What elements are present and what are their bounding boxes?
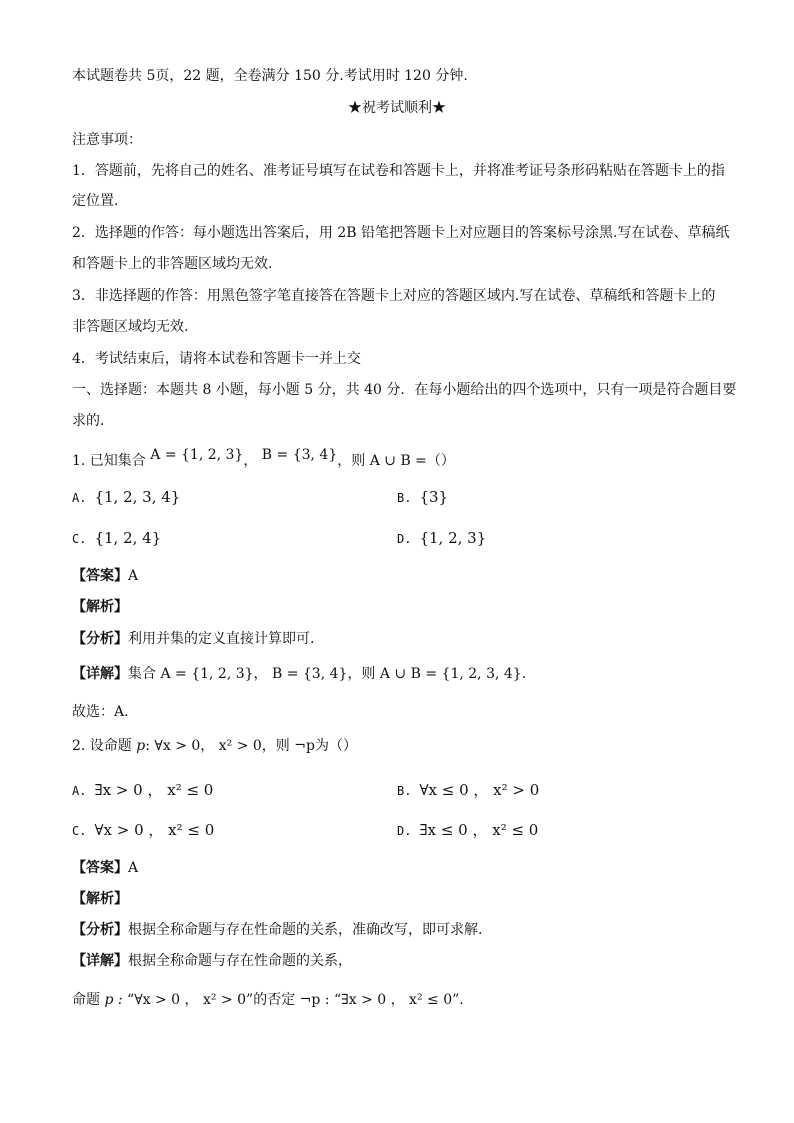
note-2-line1: 2．选择题的作答：每小题选出答案后，用 2B 铅笔把答题卡上对应题目的答案标号涂黑.写在试卷、草稿纸 (72, 225, 730, 241)
q1-prefix: 1. 已知集合 (72, 453, 146, 469)
q1-jiexi: 【解析】 (72, 599, 128, 615)
note-4-line1: 4．考试结束后，请将本试卷和答题卡一并上交 (72, 351, 361, 367)
notes-title: 注意事项： (72, 132, 142, 148)
q1-option-b: B. {3} (397, 488, 449, 506)
q1-conclusion: 故选：A. (72, 704, 129, 720)
q2-option-d: D. ∃x ≤ 0 ， x² ≤ 0 (397, 821, 539, 839)
q2-final: 命题 p : “∀x > 0 ， x² > 0”的否定 ¬p : “∃x > 0 ， x² ≤ 0”. (72, 992, 464, 1008)
note-1-line2: 定位置. (72, 193, 119, 209)
q1-option-c: C. {1, 2, 4} (72, 529, 162, 547)
q2-analysis: 【分析】根据全称命题与存在性命题的关系，准确改写，即可求解. (72, 922, 483, 938)
q2-stem: 2. 设命题 p: ∀x > 0， x² > 0，则 ¬p为（） (72, 738, 357, 754)
note-3-line2: 非答题区域均无效. (72, 319, 189, 335)
q1-set-b: B = {3, 4} (261, 447, 338, 463)
q1-option-d: D. {1, 2, 3} (397, 529, 487, 547)
q1-option-a: A. {1, 2, 3, 4} (72, 488, 181, 506)
q2-option-c: C. ∀x > 0 ， x² ≤ 0 (72, 821, 215, 839)
q1-analysis: 【分析】利用并集的定义直接计算即可. (72, 631, 315, 647)
section1-line1: 一、选择题：本题共 8 小题，每小题 5 分，共 40 分．在每小题给出的四个选项中，只有一项是符合题目要 (72, 382, 737, 398)
q1-comma: ， (243, 453, 258, 469)
q1-expr: A ∪ B = (369, 453, 427, 469)
q2-jiexi: 【解析】 (72, 891, 128, 907)
q1-answer: 【答案】A (72, 568, 139, 584)
section1-line2: 求的． (72, 413, 114, 429)
q1-mid: ，则 (337, 453, 366, 469)
q1-detail: 【详解】集合 A = {1, 2, 3}， B = {3, 4}，则 A ∪ B = {1, 2, 3, 4}. (72, 666, 527, 682)
note-1-line1: 1．答题前，先将自己的姓名、准考证号填写在试卷和答题卡上，并将准考证号条形码粘贴在答题卡上的指 (72, 163, 725, 179)
q1-paren: （） (426, 453, 455, 469)
intro-text: 本试题卷共 5页，22 题，全卷满分 150 分.考试用时 120 分钟. (72, 68, 468, 84)
q2-answer: 【答案】A (72, 860, 139, 876)
q2-detail: 【详解】根据全称命题与存在性命题的关系， (72, 953, 352, 969)
note-2-line2: 和答题卡上的非答题区域均无效. (72, 256, 273, 272)
note-3-line1: 3．非选择题的作答：用黑色签字笔直接答在答题卡上对应的答题区域内.写在试卷、草稿纸和答题卡上的 (72, 288, 716, 304)
wish-text: ★祝考试顺利★ (348, 100, 446, 116)
q2-option-b: B. ∀x ≤ 0 ， x² > 0 (397, 781, 540, 799)
q1-stem (72, 447, 455, 471)
q2-option-a: A. ∃x > 0 ， x² ≤ 0 (72, 781, 214, 799)
q1-set-a: A = {1, 2, 3} (150, 447, 244, 463)
